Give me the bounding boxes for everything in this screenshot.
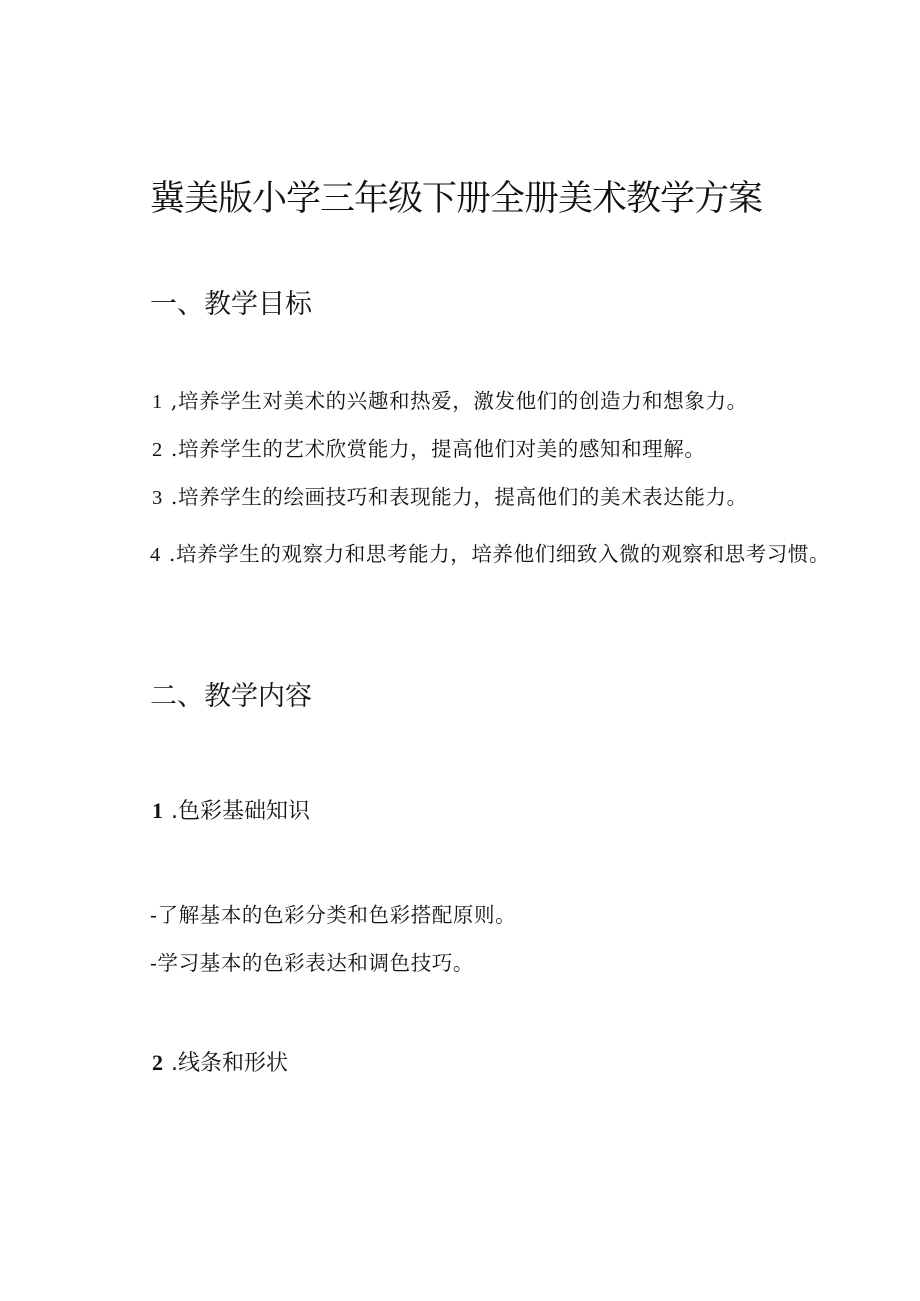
objective-item-1-number: 1 [152, 391, 163, 413]
subsection-1-title: .色彩基础知识 [171, 799, 310, 824]
objective-item-3 [152, 482, 748, 513]
subsection-2-number: 2 [152, 1050, 163, 1075]
objective-item-2-text: .培养学生的艺术欣赏能力，提高他们对美的感知和理解。 [170, 437, 706, 461]
subsection-heading-lines-shapes [152, 1046, 288, 1081]
subsection-1-number: 1 [152, 798, 163, 823]
objective-item-4-number: 4 [150, 544, 161, 566]
document-title: 冀美版小学三年级下册全册美术教学方案 [150, 179, 763, 219]
objective-item-4 [106, 530, 846, 579]
objective-item-2-number: 2 [152, 439, 163, 461]
subsection-2-title: .线条和形状 [171, 1051, 288, 1076]
section-heading-objectives: 一、教学目标 [150, 289, 312, 320]
section-heading-content: 二、教学内容 [150, 681, 312, 712]
color-bullet-2: -学习基本的色彩表达和调色技巧。 [150, 951, 475, 975]
objective-item-3-text: .培养学生的绘画技巧和表现能力，提高他们的美术表达能力。 [170, 485, 748, 509]
objective-item-3-number: 3 [152, 487, 163, 509]
objective-item-1-text: ,培养学生对美术的兴趣和热爱，激发他们的创造力和想象力。 [170, 389, 748, 413]
objective-item-2 [152, 434, 705, 465]
objective-item-1 [152, 386, 748, 417]
subsection-heading-color-basics [152, 794, 310, 829]
objective-item-4-text: .培养学生的观察力和思考能力，培养他们细致入微的观察和思考习惯。 [168, 542, 831, 566]
color-bullet-1: -了解基本的色彩分类和色彩搭配原则。 [150, 903, 517, 927]
